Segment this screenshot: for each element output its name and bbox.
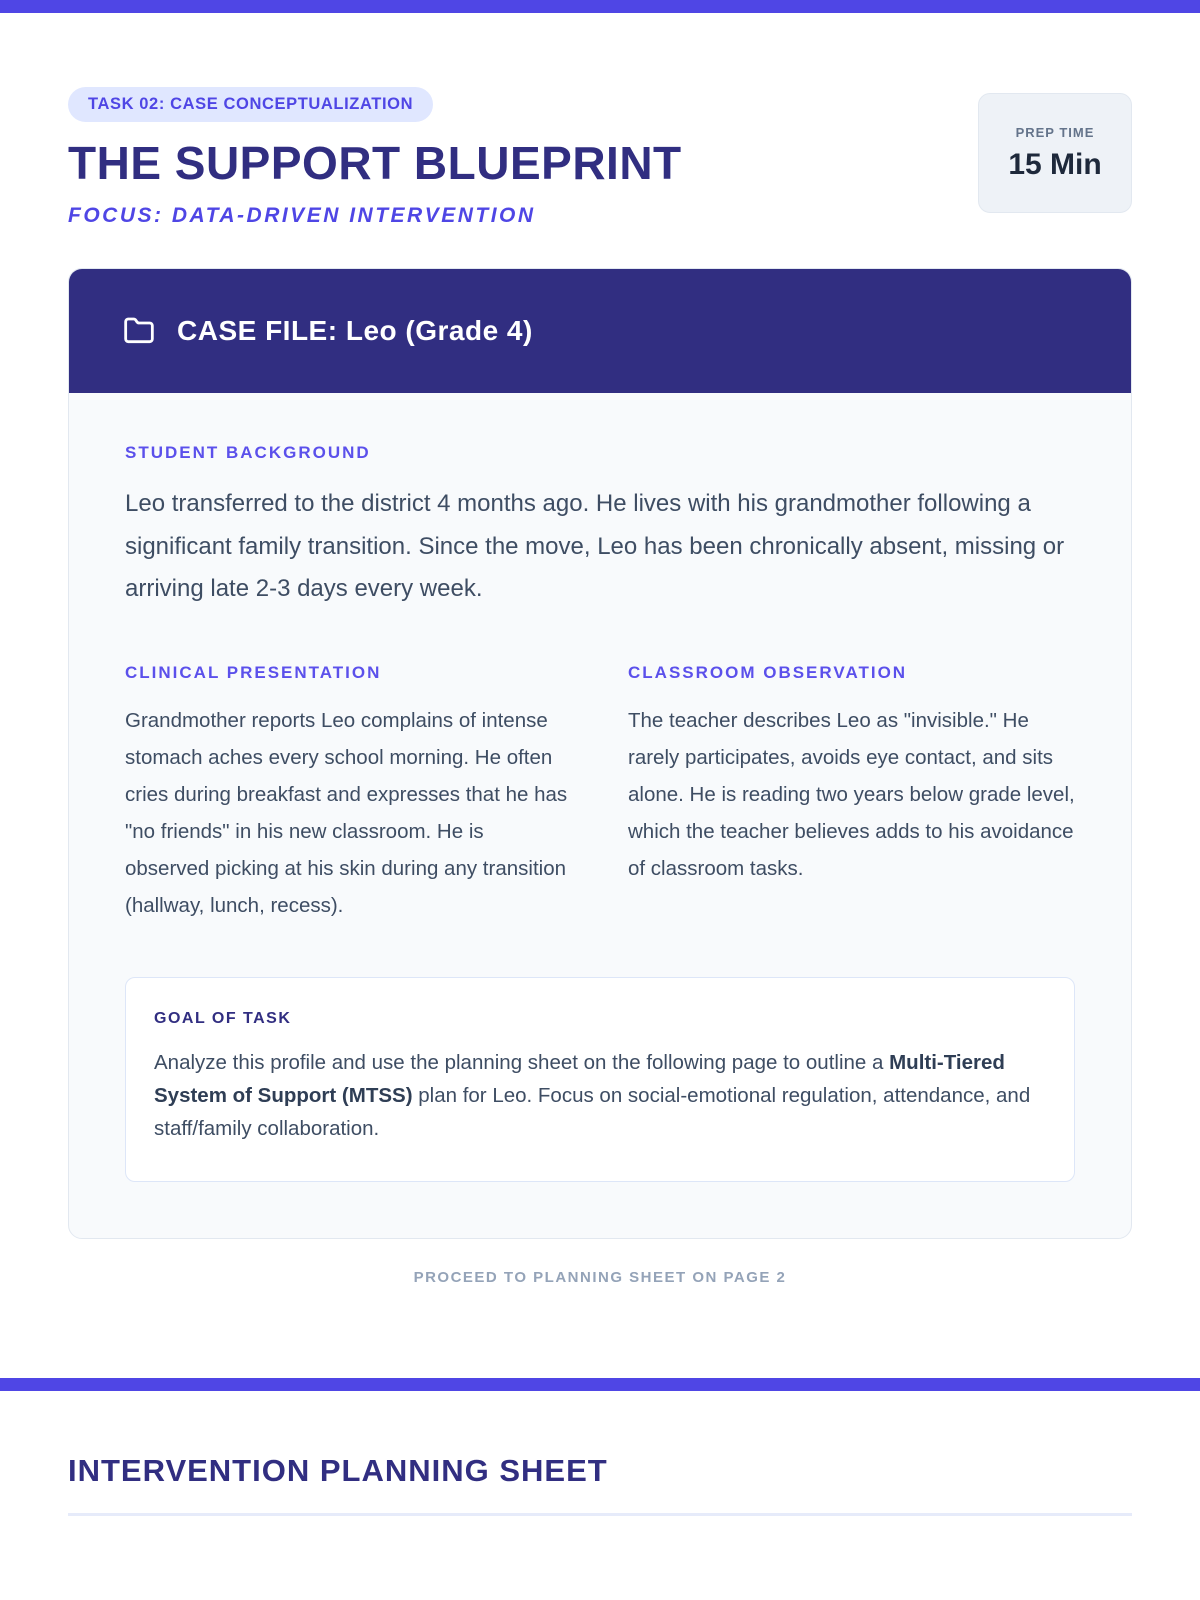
header — [68, 13, 1132, 228]
goal-text-after: plan for Leo. Focus on social-emotional regulation, attendance, and staff/family collaboration. — [154, 1083, 1031, 1140]
classroom-observation-text: The teacher describes Leo as "invisible." He rarely participates, avoids eye contact, and sits alone. He is reading two years below grade level, which the teacher believes adds to his avoidance of classroom tasks. — [628, 709, 1075, 880]
folder-icon — [123, 315, 155, 347]
planning-sheet-title: INTERVENTION PLANNING SHEET — [68, 1453, 608, 1489]
case-file-header — [69, 269, 1131, 393]
case-file-card — [68, 268, 1132, 1239]
prep-time-value: 15 Min — [1008, 147, 1102, 181]
prep-time-label: PREP TIME — [1015, 124, 1095, 140]
case-file-title: CASE FILE: Leo (Grade 4) — [177, 315, 533, 346]
page-title: THE SUPPORT BLUEPRINT — [68, 137, 682, 189]
student-background-section — [125, 443, 1075, 611]
page-divider-bar — [0, 1378, 1200, 1391]
classroom-observation-label: CLASSROOM OBSERVATION — [628, 663, 908, 683]
classroom-observation-section — [628, 663, 1075, 924]
top-accent-bar — [0, 0, 1200, 13]
student-background-label: STUDENT BACKGROUND — [125, 443, 371, 462]
clinical-presentation-text: Grandmother reports Leo complains of intense stomach aches every school morning. He often cries during breakfast and expresses that he has "no friends" in his new classroom. He is observed picking at his skin during any transition (hallway, lunch, recess). — [125, 709, 568, 917]
case-file-body — [69, 393, 1131, 1238]
page-subtitle: FOCUS: DATA-DRIVEN INTERVENTION — [68, 204, 536, 227]
clinical-presentation-label: CLINICAL PRESENTATION — [125, 663, 382, 683]
observation-columns — [125, 663, 1075, 924]
header-left — [68, 87, 682, 228]
goal-of-task-label: GOAL OF TASK — [154, 1009, 292, 1027]
goal-of-task-box — [125, 977, 1075, 1183]
student-background-text: Leo transferred to the district 4 months ago. He lives with his grandmother following a significant family transition. Since the move, Leo has been chronically absent, missing or arriving late 2-3 days every week. — [125, 490, 1065, 603]
prep-time-box — [978, 93, 1132, 213]
proceed-note: PROCEED TO PLANNING SHEET ON PAGE 2 — [413, 1269, 787, 1287]
goal-text-bold: Multi-Tiered System of Support (MTSS) — [154, 1050, 1005, 1107]
planning-sheet-divider — [68, 1513, 1132, 1516]
goal-of-task-text — [154, 1046, 1046, 1146]
goal-text-before: Analyze this profile and use the planning sheet on the following page to outline a — [154, 1050, 890, 1074]
clinical-presentation-section — [125, 663, 572, 924]
task-badge: TASK 02: CASE CONCEPTUALIZATION — [68, 87, 433, 122]
